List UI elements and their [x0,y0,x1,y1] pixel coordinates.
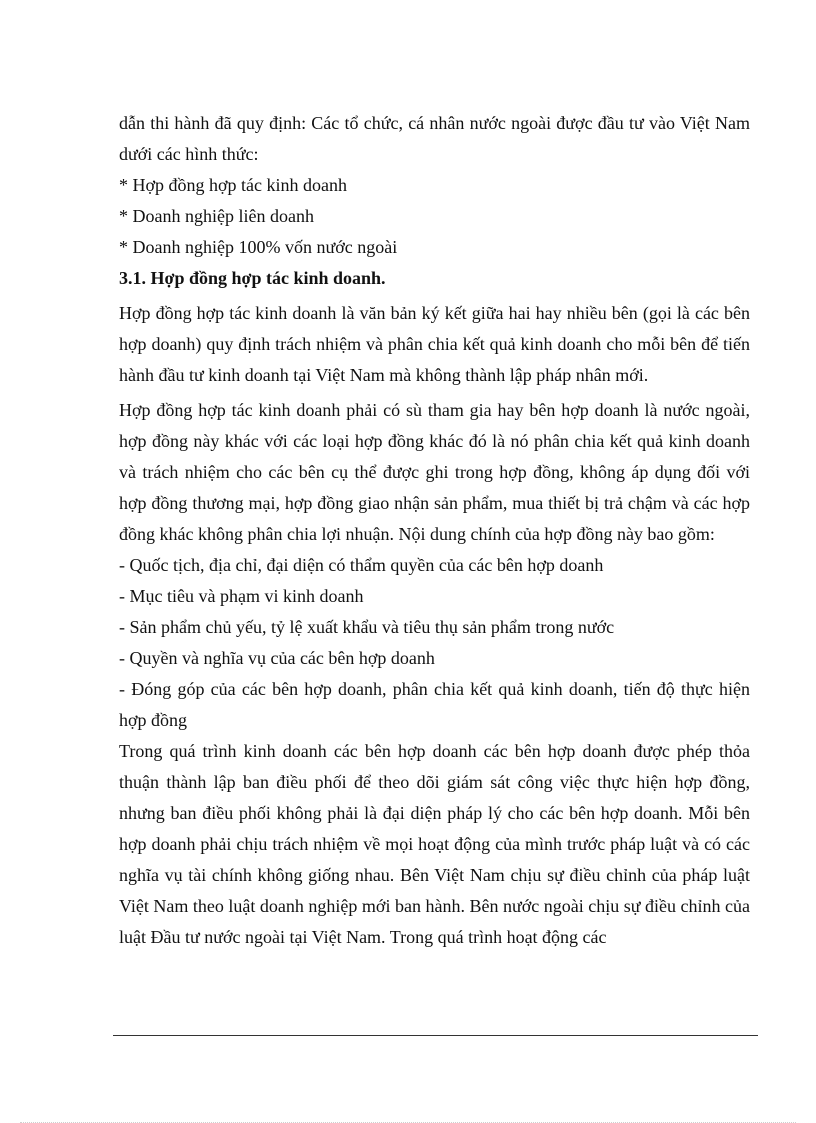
form-item: * Hợp đồng hợp tác kinh doanh [119,175,348,195]
content-item: - Đóng góp của các bên hợp doanh, phân chia kết quả kinh doanh, tiến độ thực hiện hợp đồng [119,679,750,730]
form-item: * Doanh nghiệp 100% vốn nước ngoài [119,237,398,257]
body-paragraph: Trong quá trình kinh doanh các bên hợp doanh các bên hợp doanh được phép thỏa thuận thành lập ban điều phối để theo dõi giám sát công việc thực hiện hợp đồng, nhưng ban điều phối không phải là đại diện pháp lý cho các bên hợp doanh. Mỗi bên hợp doanh phải chịu trách nhiệm về mọi hoạt động của mình trước pháp luật và có các nghĩa vụ tài chính không giống nhau. Bên Việt Nam chịu sự điều chỉnh của pháp luật Việt Nam theo luật doanh nghiệp mới ban hành. Bên nước ngoài chịu sự điều chỉnh của luật Đầu tư nước ngoài tại Việt Nam. Trong quá trình hoạt động các [119,741,750,947]
content-item: - Quốc tịch, địa chỉ, đại diện có thẩm quyền của các bên hợp doanh [119,555,604,575]
content-item: - Sản phẩm chủ yếu, tỷ lệ xuất khẩu và tiêu thụ sản phẩm trong nước [119,617,615,637]
footer-divider [113,1035,758,1036]
document-page [119,108,750,953]
body-paragraph: Hợp đồng hợp tác kinh doanh là văn bản ký kết giữa hai hay nhiều bên (gọi là các bên hợp doanh) quy định trách nhiệm và phân chia kết quả kinh doanh cho mỗi bên để tiến hành đầu tư kinh doanh tại Việt Nam mà không thành lập pháp nhân mới. [119,303,750,385]
body-paragraph: Hợp đồng hợp tác kinh doanh phải có sù tham gia hay bên hợp doanh là nước ngoài, hợp đồng này khác với các loại hợp đồng khác đó là nó phân chia kết quả kinh doanh và trách nhiệm cho các bên cụ thể được ghi trong hợp đồng, không áp dụng đối với hợp đồng thương mại, hợp đồng giao nhận sản phẩm, mua thiết bị trả chậm và các hợp đồng khác không phân chia lợi nhuận. Nội dung chính của hợp đồng này bao gồm: [119,400,750,544]
form-item: * Doanh nghiệp liên doanh [119,206,314,226]
section-heading: 3.1. Hợp đồng hợp tác kinh doanh. [119,268,386,288]
intro-paragraph: dẫn thi hành đã quy định: Các tổ chức, cá nhân nước ngoài được đầu tư vào Việt Nam dưới các hình thức: [119,113,750,164]
content-item: - Mục tiêu và phạm vi kinh doanh [119,586,364,606]
content-item: - Quyền và nghĩa vụ của các bên hợp doanh [119,648,435,668]
